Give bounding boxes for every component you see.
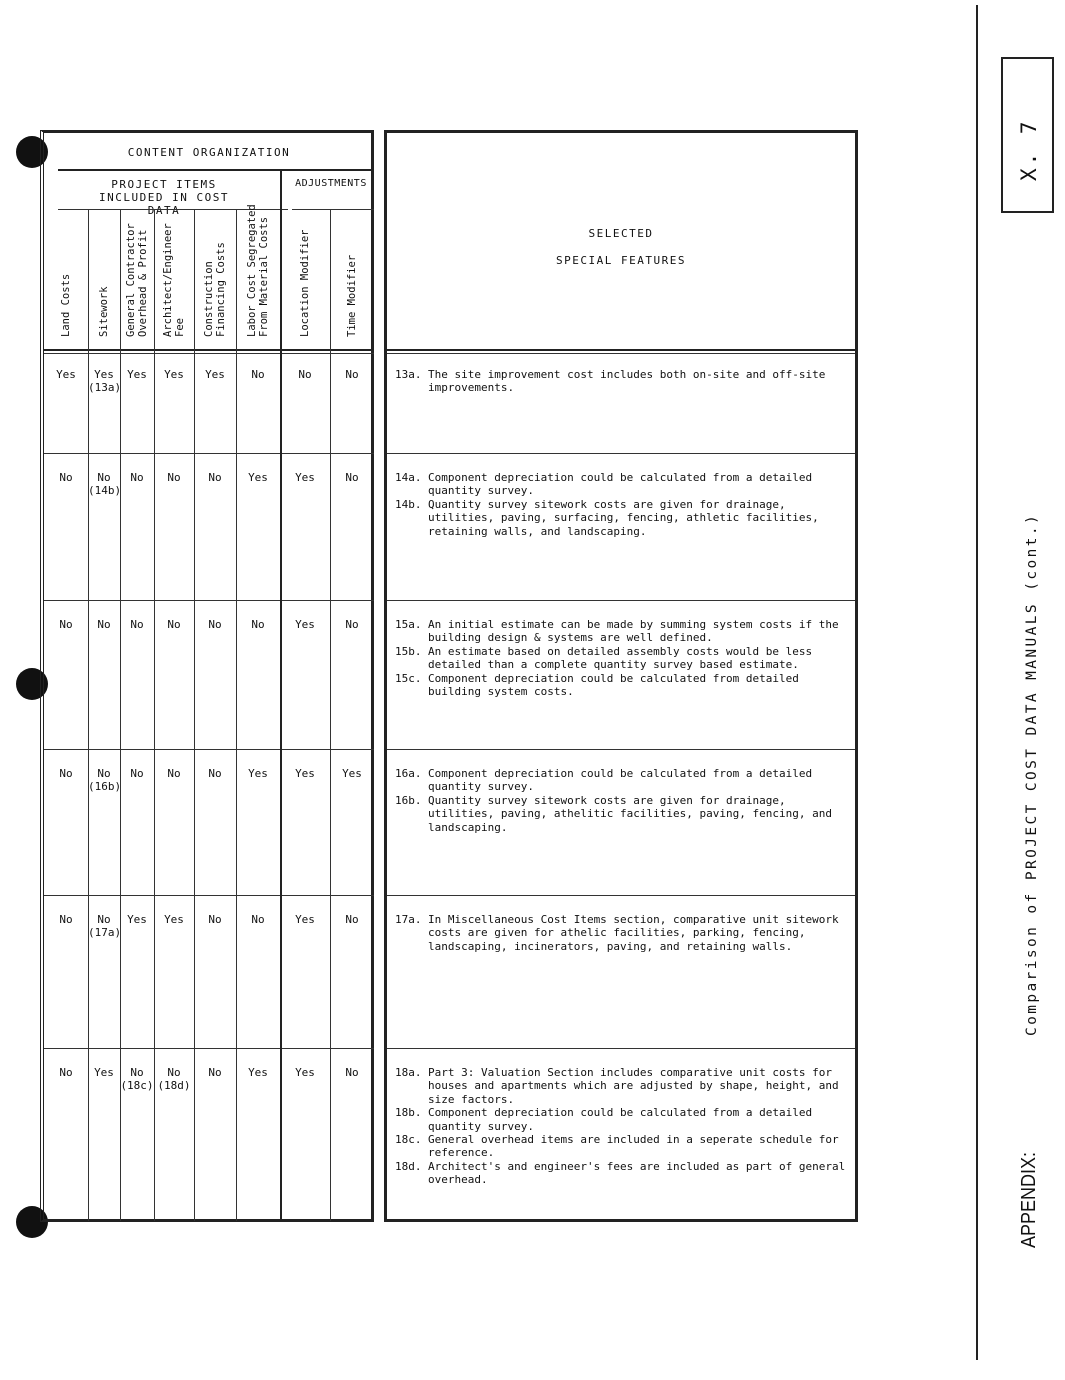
table-cell: No bbox=[251, 368, 265, 381]
column-header bbox=[125, 223, 149, 337]
feature-text: Component depreciation could be calculated from a detailed quantity survey. bbox=[428, 1106, 813, 1133]
feature-item bbox=[395, 672, 850, 699]
row-divider bbox=[387, 895, 855, 896]
table-cell: No bbox=[345, 471, 359, 484]
column-header-line: Land Costs bbox=[60, 273, 72, 337]
column-header-line: Labor Cost Segregated bbox=[246, 204, 258, 337]
feature-group bbox=[395, 368, 850, 395]
project-items-group-header: PROJECT ITEMS INCLUDED IN COST DATA bbox=[99, 178, 229, 217]
column-header bbox=[162, 223, 186, 337]
row-divider bbox=[44, 453, 374, 454]
column-header-line: Financing Costs bbox=[215, 242, 227, 337]
table-cell: Yes bbox=[164, 913, 184, 926]
feature-item bbox=[395, 767, 850, 794]
feature-text: Component depreciation could be calculated from a detailed quantity survey. bbox=[428, 471, 813, 498]
table-cell: No bbox=[345, 1066, 359, 1079]
table-cell: No (16b) bbox=[88, 767, 122, 793]
feature-item bbox=[395, 471, 850, 498]
row-divider bbox=[387, 1048, 855, 1049]
table-cell: No bbox=[59, 913, 73, 926]
content-organization-title: CONTENT ORGANIZATION bbox=[127, 146, 291, 159]
column-header bbox=[98, 286, 110, 337]
feature-id: 18b. bbox=[395, 1106, 422, 1120]
column-header bbox=[60, 274, 72, 337]
page-number: X. 7 bbox=[1017, 118, 1041, 181]
table-cell: No bbox=[298, 368, 312, 381]
table-cell: Yes bbox=[127, 368, 147, 381]
table-cell: Yes bbox=[127, 913, 147, 926]
margin-rule bbox=[976, 5, 978, 1360]
table-cell: Yes bbox=[94, 1066, 114, 1079]
feature-id: 15c. bbox=[395, 671, 422, 685]
table-cell: Yes bbox=[295, 913, 315, 926]
table-cell: Yes bbox=[248, 471, 268, 484]
row-divider bbox=[387, 600, 855, 601]
column-header-line: Construction bbox=[203, 261, 215, 337]
row-divider bbox=[387, 453, 855, 454]
table-cell: No bbox=[59, 618, 73, 631]
feature-text: An initial estimate can be made by summing system costs if the building design & systems are well defined. bbox=[428, 618, 839, 645]
table-cell: No bbox=[130, 767, 144, 780]
column-header-line: Architect/Engineer bbox=[162, 223, 174, 337]
feature-item bbox=[395, 794, 850, 834]
table-cell: Yes bbox=[295, 618, 315, 631]
feature-item bbox=[395, 1160, 850, 1187]
feature-text: Part 3: Valuation Section includes comparative unit costs for houses and apartments which are adjusted by shape, height, and size factors. bbox=[428, 1066, 839, 1106]
column-header-line: Sitework bbox=[98, 286, 110, 337]
table-cell: No bbox=[208, 471, 222, 484]
feature-id: 16b. bbox=[395, 793, 422, 807]
feature-group bbox=[395, 913, 850, 953]
table-cell: Yes bbox=[164, 368, 184, 381]
table-cell: No bbox=[251, 618, 265, 631]
feature-group bbox=[395, 767, 850, 834]
row-divider bbox=[44, 749, 374, 750]
column-header bbox=[299, 230, 311, 337]
table-cell: No bbox=[345, 913, 359, 926]
table-cell: No bbox=[208, 618, 222, 631]
feature-text: The site improvement cost includes both on-site and off-site improvements. bbox=[428, 368, 826, 395]
feature-group bbox=[395, 1066, 850, 1187]
column-header bbox=[246, 204, 270, 337]
feature-item bbox=[395, 498, 850, 538]
table-cell: No bbox=[167, 471, 181, 484]
feature-id: 15b. bbox=[395, 644, 422, 658]
table-cell: No bbox=[59, 767, 73, 780]
feature-item bbox=[395, 1066, 850, 1106]
special-features-table bbox=[384, 130, 858, 1222]
feature-id: 14a. bbox=[395, 471, 422, 484]
table-cell: No (17a) bbox=[88, 913, 122, 939]
table-cell: Yes bbox=[295, 1066, 315, 1079]
table-cell: No (18d) bbox=[157, 1066, 191, 1092]
features-title-line1: SELECTED bbox=[588, 227, 654, 240]
table-cell: Yes bbox=[295, 767, 315, 780]
table-cell: No (14b) bbox=[88, 471, 122, 497]
feature-group bbox=[395, 618, 850, 698]
feature-text: General overhead items are included in a seperate schedule for reference. bbox=[428, 1133, 839, 1160]
feature-id: 17a. bbox=[395, 913, 422, 926]
feature-id: 14b. bbox=[395, 497, 422, 511]
table-cell: No bbox=[167, 767, 181, 780]
table-cell: No (18c) bbox=[120, 1066, 154, 1092]
table-cell: No bbox=[208, 1066, 222, 1079]
feature-text: Quantity survey sitework costs are given for drainage, utilities, paving, surfacing, fencing, athletic facilities, retaining walls, and landscaping. bbox=[428, 497, 819, 538]
row-divider bbox=[44, 895, 374, 896]
feature-text: Component depreciation could be calculated from detailed building system costs. bbox=[428, 671, 799, 699]
feature-id: 18a. bbox=[395, 1066, 422, 1079]
column-header bbox=[203, 242, 227, 337]
table-cell: No bbox=[59, 1066, 73, 1079]
feature-text: An estimate based on detailed assembly costs would be less detailed than a complete quantity survey based estimate. bbox=[428, 644, 813, 672]
table-cell: Yes bbox=[248, 767, 268, 780]
table-cell: No bbox=[251, 913, 265, 926]
features-title-line2: SPECIAL FEATURES bbox=[556, 254, 686, 267]
table-cell: No bbox=[130, 471, 144, 484]
page-number-box bbox=[1001, 57, 1054, 213]
feature-item bbox=[395, 1133, 850, 1160]
column-header bbox=[346, 255, 358, 337]
appendix-label: APPENDIX: bbox=[1018, 1151, 1040, 1248]
feature-id: 16a. bbox=[395, 767, 422, 780]
column-header-line: From Material Costs bbox=[258, 216, 270, 337]
feature-item bbox=[395, 645, 850, 672]
adjustments-group-header: ADJUSTMENTS bbox=[295, 178, 367, 189]
row-divider bbox=[44, 1048, 374, 1049]
table-cell: Yes bbox=[295, 471, 315, 484]
table-cell: No bbox=[167, 618, 181, 631]
feature-id: 18c. bbox=[395, 1133, 422, 1147]
table-cell: Yes bbox=[56, 368, 76, 381]
page-title: Comparison of PROJECT COST DATA MANUALS (cont.) bbox=[1024, 512, 1040, 1036]
table-cell: No bbox=[208, 767, 222, 780]
feature-text: In Miscellaneous Cost Items section, comparative unit sitework costs are given for athelic facilities, parking, fencing, landscaping, incinerators, paving, and retaining walls. bbox=[428, 913, 839, 953]
table-cell: Yes (13a) bbox=[88, 368, 122, 394]
feature-group bbox=[395, 471, 850, 538]
table-cell: Yes bbox=[342, 767, 362, 780]
feature-text: Component depreciation could be calculated from a detailed quantity survey. bbox=[428, 767, 813, 794]
table-cell: No bbox=[345, 368, 359, 381]
feature-item bbox=[395, 368, 850, 395]
table-cell: No bbox=[345, 618, 359, 631]
table-cell: No bbox=[208, 913, 222, 926]
feature-text: Architect's and engineer's fees are included as part of general overhead. bbox=[428, 1159, 846, 1187]
table-cell: No bbox=[59, 471, 73, 484]
column-header-line: Fee bbox=[174, 318, 186, 337]
row-divider bbox=[44, 600, 374, 601]
column-header-line: Location Modifier bbox=[299, 229, 311, 337]
column-header-line: Overhead & Profit bbox=[137, 229, 149, 337]
content-organization-table bbox=[40, 130, 374, 1222]
table-cell: Yes bbox=[205, 368, 225, 381]
table-cell: No bbox=[97, 618, 111, 631]
feature-item bbox=[395, 1106, 850, 1133]
feature-text: Quantity survey sitework costs are given for drainage, utilities, paving, athelitic facilities, paving, fencing, and landscaping. bbox=[428, 793, 832, 834]
feature-id: 13a. bbox=[395, 368, 422, 381]
column-header-line: General Contractor bbox=[125, 223, 137, 337]
row-divider bbox=[387, 749, 855, 750]
feature-id: 18d. bbox=[395, 1159, 422, 1173]
table-cell: No bbox=[130, 618, 144, 631]
feature-item bbox=[395, 913, 850, 953]
column-header-line: Time Modifier bbox=[346, 254, 358, 337]
feature-id: 15a. bbox=[395, 618, 422, 631]
column-divider bbox=[280, 169, 282, 1221]
feature-item bbox=[395, 618, 850, 645]
table-cell: Yes bbox=[248, 1066, 268, 1079]
